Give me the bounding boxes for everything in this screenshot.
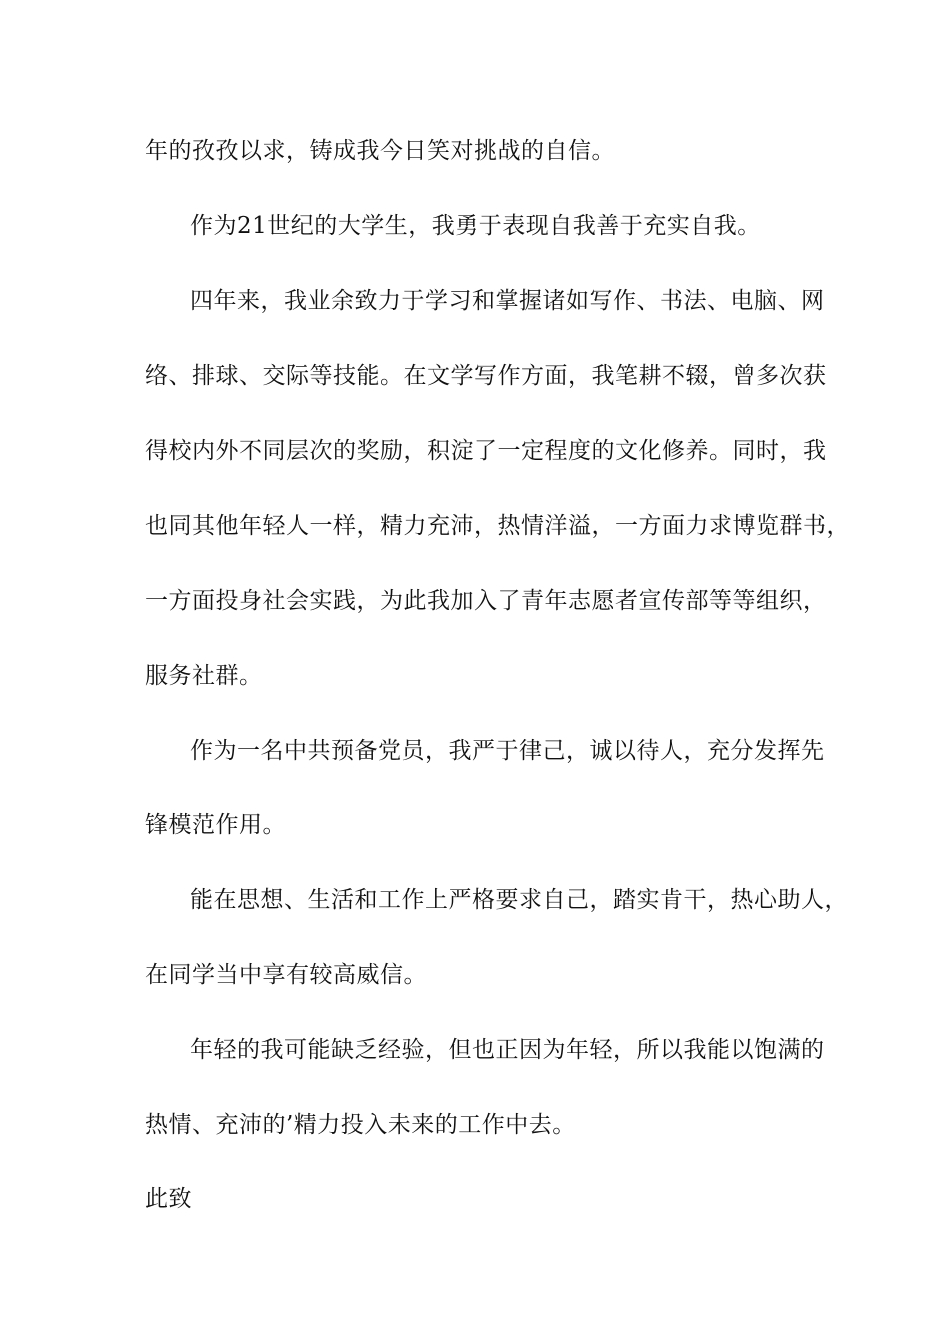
text-line: 也同其他年轻人一样，精力充沛，热情洋溢，一方面力求博览群书， bbox=[145, 513, 850, 539]
text-line: 热情、充沛的’精力投入未来的工作中去。 bbox=[145, 1112, 576, 1138]
text-line: 一方面投身社会实践，为此我加入了青年志愿者宣传部等等组织， bbox=[145, 588, 827, 614]
text-line: 锋模范作用。 bbox=[145, 812, 286, 838]
text-line: 在同学当中享有较高威信。 bbox=[145, 962, 427, 988]
text-line: 得校内外不同层次的奖励，积淀了一定程度的文化修养。同时，我 bbox=[145, 438, 827, 464]
text-line: 能在思想、生活和工作上严格要求自己，踏实肯干，热心助人， bbox=[190, 887, 848, 913]
text-line: 年轻的我可能缺乏经验，但也正因为年轻，所以我能以饱满的 bbox=[190, 1037, 825, 1063]
text-line: 作为21世纪的大学生，我勇于表现自我善于充实自我。 bbox=[190, 213, 761, 239]
text-line: 年的孜孜以求，铸成我今日笑对挑战的自信。 bbox=[145, 138, 615, 164]
text-line: 服务社群。 bbox=[145, 663, 263, 689]
text-line: 四年来，我业余致力于学习和掌握诸如写作、书法、电脑、网 bbox=[190, 288, 825, 314]
text-line: 作为一名中共预备党员，我严于律己，诚以待人，充分发挥先 bbox=[190, 738, 825, 764]
closing-salutation: 此致 bbox=[145, 1186, 192, 1212]
text-line: 络、排球、交际等技能。在文学写作方面，我笔耕不辍，曾多次获 bbox=[145, 363, 827, 389]
